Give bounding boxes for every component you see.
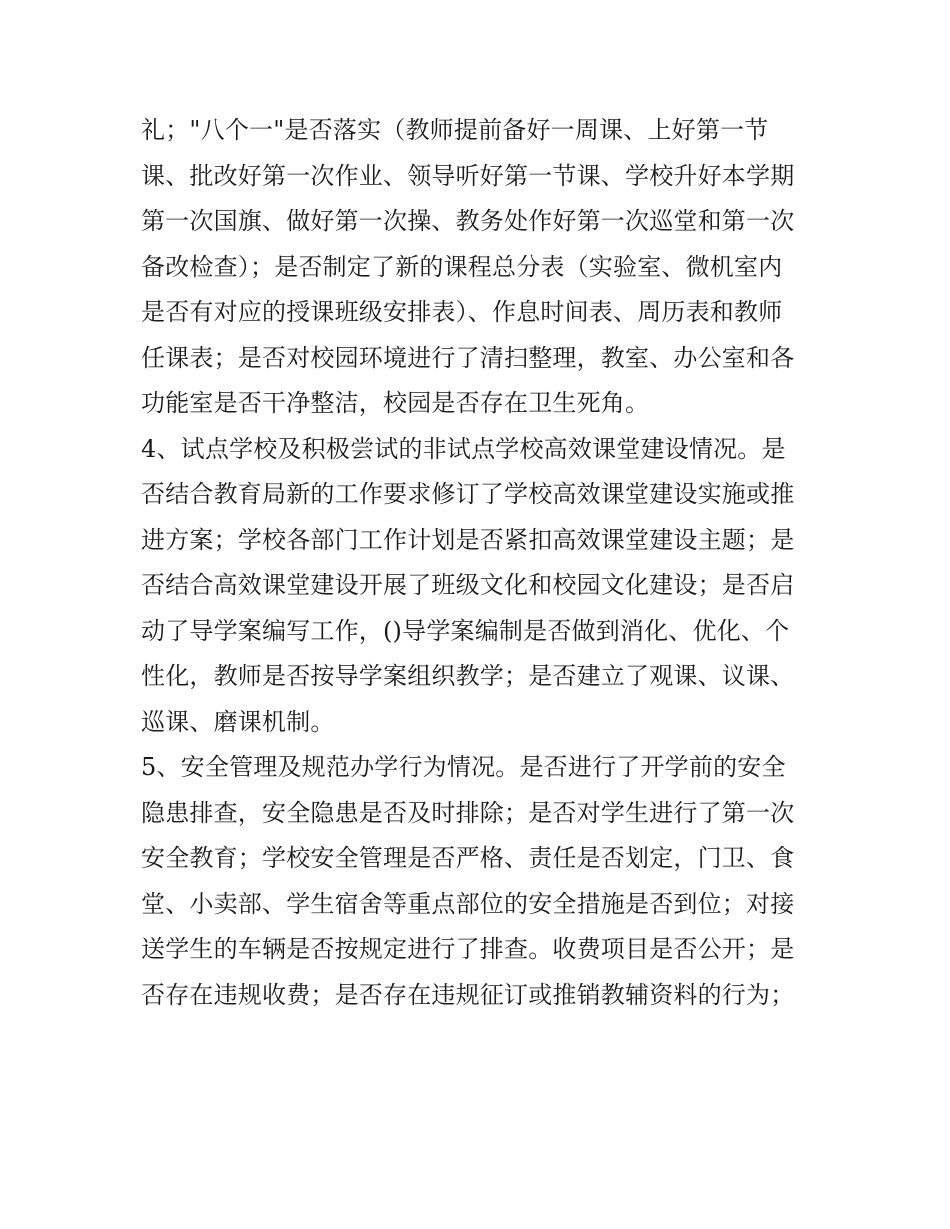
text-line-5: 是否有对应的授课班级安排表）、作息时间表、周历表和教师 [141, 298, 783, 326]
body-text [141, 108, 821, 1018]
text-line-19: 送学生的车辆是否按规定进行了排查。收费项目是否公开；是 [141, 935, 795, 963]
text-line-15: 5、安全管理及规范办学行为情况。是否进行了开学前的安全 [141, 753, 786, 781]
text-line-7: 功能室是否干净整洁，校园是否存在卫生死角。 [141, 389, 650, 417]
text-line-6: 任课表；是否对校园环境进行了清扫整理，教室、办公室和各 [141, 343, 795, 372]
text-line-20: 否存在违规收费；是否存在违规征订或推销教辅资料的行为； [141, 980, 795, 1009]
text-line-12: 动了导学案编写工作，()导学案编制是否做到消化、优化、个 [141, 616, 790, 645]
text-line-14: 巡课、磨课机制。 [141, 707, 335, 736]
text-line-9: 否结合教育局新的工作要求修订了学校高效课堂建设实施或推 [141, 480, 795, 508]
text-line-1: 礼；"八个一"是否落实（教师提前备好一周课、上好第一节 [141, 116, 769, 144]
text-line-3: 第一次国旗、做好第一次操、教务处作好第一次巡堂和第一次 [141, 207, 795, 235]
text-line-2: 课、批改好第一次作业、领导听好第一节课、学校升好本学期 [141, 161, 795, 190]
text-line-8: 4、试点学校及积极尝试的非试点学校高效课堂建设情况。是 [141, 434, 786, 463]
text-line-4: 备改检查）；是否制定了新的课程总分表（实验室、微机室内 [141, 252, 783, 281]
text-line-13: 性化，教师是否按导学案组织教学；是否建立了观课、议课、 [141, 662, 795, 690]
text-line-10: 进方案；学校各部门工作计划是否紧扣高效课堂建设主题；是 [141, 525, 795, 554]
text-line-18: 堂、小卖部、学生宿舍等重点部位的安全措施是否到位；对接 [141, 889, 795, 918]
text-line-11: 否结合高效课堂建设开展了班级文化和校园文化建设；是否启 [141, 571, 795, 599]
text-line-17: 安全教育；学校安全管理是否严格、责任是否划定，门卫、食 [141, 844, 795, 872]
text-line-16: 隐患排查，安全隐患是否及时排除；是否对学生进行了第一次 [141, 798, 795, 827]
